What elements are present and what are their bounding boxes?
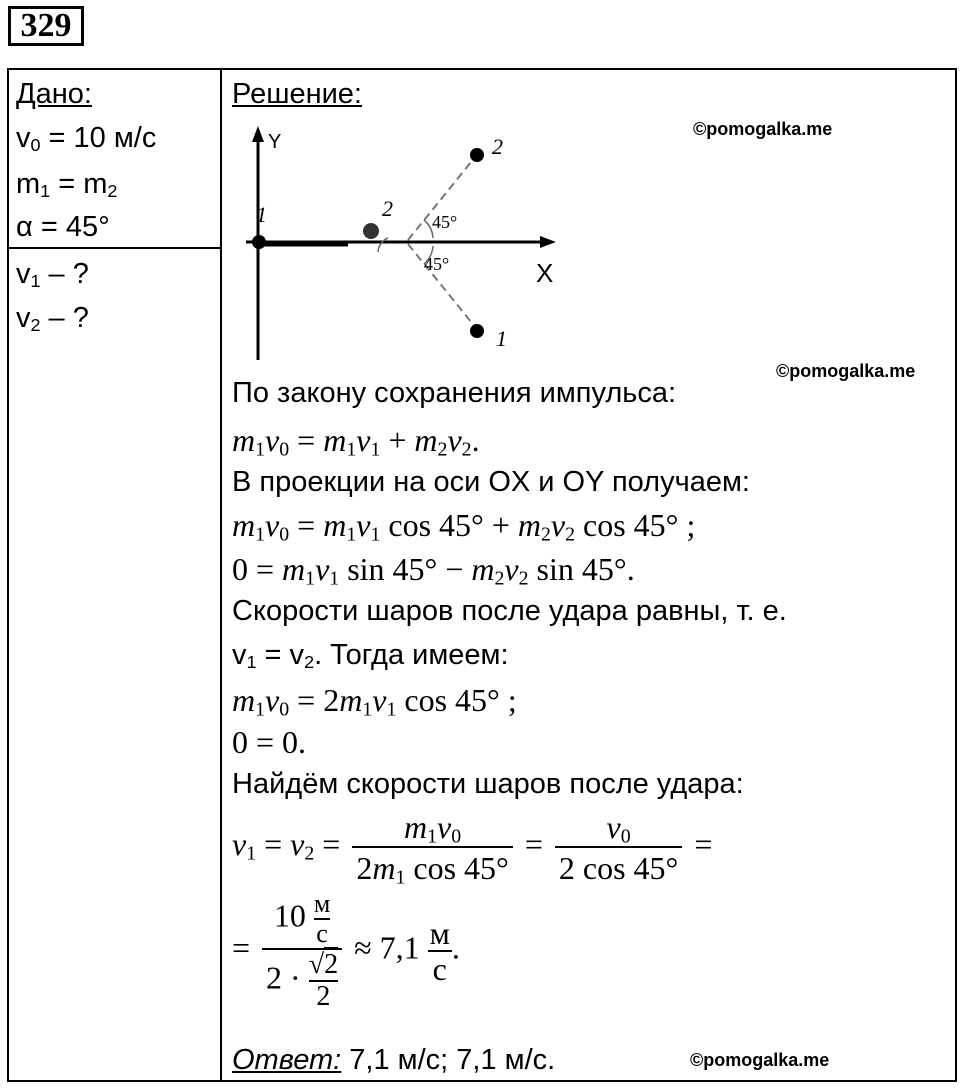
ball-1-after-label: 1 [496,326,507,351]
find-v1: $v_1$ – ? [16,258,89,291]
ball-2-arc [378,238,388,252]
equation-final-formula: $v_1 = v_2$ = $\frac{m_1v_0}{2m_1 \cos 45^\circ}$ = $\frac{v_0}{2 \cos 45^\circ}$ = [232,808,713,889]
fraction-3: 10 м с 2 · $\frac{√2}{2}$ [262,890,342,1012]
fraction-2: $\frac{v_0}{2 \cos 45^\circ}$ [555,808,682,888]
find-v2: $v_2$ – ? [16,302,89,335]
angle-bottom-label: 45° [424,254,450,274]
ball-1-start-label: 1 [256,202,267,227]
collision-diagram [228,120,568,370]
equation-projection-x: $m_1v_0 = m_1v_1$ $\cos 45^\circ + m_2v_2$ cos 45° ; [232,507,696,546]
given-label: Дано: [16,78,92,110]
problem-number: 329 [8,6,84,46]
answer-label: Ответ: [232,1044,342,1076]
fraction-1: $\frac{m_1v_0}{2m_1 \cos 45^\circ}$ [352,808,512,888]
given-alpha: α = 45° [16,211,110,243]
y-axis-arrow [252,126,264,142]
ball-2-after-label: 2 [492,134,503,159]
y-axis-label: Y [268,131,282,153]
watermark-middle: ©pomogalka.me [776,361,916,381]
equation-simplified: $m_1v_0 = 2m_1v_1$ cos 45° ; [232,682,517,721]
table-divider-horizontal [7,247,222,249]
ball-1-after [470,324,484,338]
given-masses: $m_1 = m_2$ [16,168,118,201]
x-axis-arrow [540,236,556,248]
solution-text-4: $v_1 = v_2$. Тогда имеем: [232,639,509,672]
equation-momentum: $m_1v_0 = m_1v_1 + m_2v_2$. [232,422,480,461]
given-v0: $v_0 = 10$ м/с [16,122,157,155]
watermark-top: ©pomogalka.me [693,119,833,139]
ball-2-start [363,223,379,239]
equation-projection-y: $0 = m_1v_1$ $\sin 45^\circ - m_2v_2$ sin 45°. [232,551,635,590]
equation-zero: 0 = 0. [232,724,307,760]
equation-final-value: = 10 м с 2 · $\frac{√2}{2}$ ≈ 7,1 м с . [232,889,460,1012]
angle-top-label: 45° [432,212,458,232]
table-divider-vertical [220,68,222,1082]
x-axis-label: X [536,258,554,288]
solution-text-3: Скорости шаров после удара равны, т. е. [232,595,787,627]
solution-label: Решение: [232,78,362,110]
ball-2-after [470,148,484,162]
answer-value: 7,1 м/с; 7,1 м/с. [341,1044,556,1076]
answer-line [232,1042,555,1078]
ball-1-start [252,235,266,249]
ball-2-start-label: 2 [382,196,393,221]
solution-text-1: По закону сохранения импульса: [232,377,677,409]
solution-text-5: Найдём скорости шаров после удара: [232,768,744,800]
watermark-bottom: ©pomogalka.me [690,1050,830,1070]
solution-text-2: В проекции на оси OX и OY получаем: [232,466,750,498]
